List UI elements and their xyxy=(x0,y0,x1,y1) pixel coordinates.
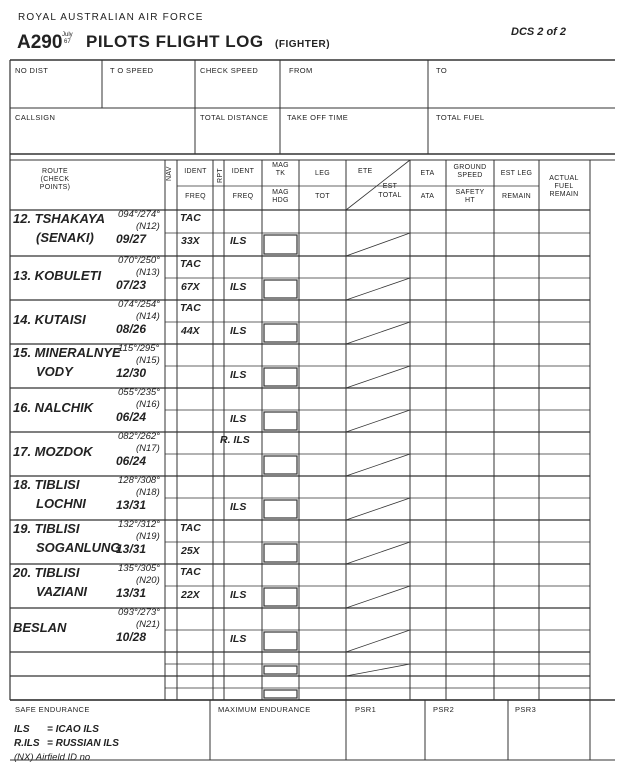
nav-channel: 67X xyxy=(181,281,200,293)
checkpoint-courses: 132°/312° xyxy=(118,519,160,530)
ete-row-diagonal xyxy=(346,322,410,344)
checkpoint-courses: 093°/273° xyxy=(118,607,160,618)
mag-hdg-box xyxy=(264,456,297,474)
checkpoint-name: BESLAN xyxy=(13,620,67,635)
checkpoint-courses: 135°/305° xyxy=(118,563,160,574)
actual-fuel-remain-header: ACTUAL FUEL REMAIN xyxy=(549,175,579,198)
route-header: ROUTE (CHECK POINTS) xyxy=(39,168,71,191)
maximum-endurance-label: MAXIMUM ENDURANCE xyxy=(218,705,311,714)
organization-name: ROYAL AUSTRALIAN AIR FORCE xyxy=(18,12,204,23)
checkpoint-courses: 115°/295° xyxy=(118,343,160,354)
landing-aid: ILS xyxy=(230,369,247,381)
mag-hdg-box xyxy=(264,544,297,562)
nav-header: NAV xyxy=(166,166,173,181)
checkpoint-airfield-id: (N20) xyxy=(136,575,160,586)
to-speed-label: T O SPEED xyxy=(110,66,154,75)
checkpoint-name: 18. TIBLISI xyxy=(13,477,80,492)
mag-hdg-box xyxy=(264,280,297,298)
psr1-label: PSR1 xyxy=(355,705,377,714)
nav-channel: 33X xyxy=(181,235,200,247)
footnote: (NX) Airfield ID no xyxy=(14,752,91,763)
checkpoint-airfield-id: (N18) xyxy=(136,487,160,498)
nav-type: TAC xyxy=(180,258,201,270)
ete-row-diagonal xyxy=(346,498,410,520)
ete-row-diagonal xyxy=(346,664,410,676)
checkpoint-runway: 12/30 xyxy=(116,366,147,380)
ete-header: ETE xyxy=(358,168,373,175)
checkpoint-courses: 082°/262° xyxy=(118,431,160,442)
ete-row-diagonal xyxy=(346,454,410,476)
checkpoint-name: 16. NALCHIK xyxy=(13,400,94,415)
nav-channel: 22X xyxy=(181,589,200,601)
ete-row-diagonal xyxy=(346,233,410,256)
checkpoint-name-line2: LOCHNI xyxy=(36,496,86,511)
checkpoint-airfield-id: (N17) xyxy=(136,443,160,454)
checkpoint-name-line2: SOGANLUNG xyxy=(36,540,121,555)
nav-type: TAC xyxy=(180,566,201,578)
checkpoint-runway: 13/31 xyxy=(116,586,147,600)
total-distance-label: TOTAL DISTANCE xyxy=(200,113,269,122)
landing-aid: ILS xyxy=(230,589,247,601)
checkpoint-airfield-id: (N19) xyxy=(136,531,160,542)
total-fuel-label: TOTAL FUEL xyxy=(436,113,485,122)
safe-endurance-label: SAFE ENDURANCE xyxy=(15,705,90,714)
nav-channel: 44X xyxy=(181,325,200,337)
landing-aid: ILS xyxy=(230,501,247,513)
mag-hdg-box xyxy=(264,412,297,430)
mag-hdg-box xyxy=(264,588,297,606)
checkpoint-name: 13. KOBULETI xyxy=(13,268,102,283)
page-marker: DCS 2 of 2 xyxy=(511,26,567,38)
form-date-year: 67 xyxy=(63,39,71,45)
checkpoint-name-line2: VODY xyxy=(36,364,73,379)
checkpoint-airfield-id: (N16) xyxy=(136,399,160,410)
ident-header: IDENT xyxy=(184,168,207,175)
nav-channel: 25X xyxy=(181,545,200,557)
checkpoint-airfield-id: (N21) xyxy=(136,619,160,630)
checkpoint-runway: 07/23 xyxy=(116,278,147,292)
mag-hdg-box xyxy=(264,690,297,698)
checkpoint-runway: 06/24 xyxy=(116,454,147,468)
mag-hdg-box xyxy=(264,632,297,650)
form-date-month: July xyxy=(62,32,73,38)
legend-rils-key: R.ILS xyxy=(14,738,40,749)
checkpoint-airfield-id: (N13) xyxy=(136,267,160,278)
from-label: FROM xyxy=(289,66,313,75)
psr3-label: PSR3 xyxy=(515,705,537,714)
tot-header: TOT xyxy=(315,193,330,200)
ete-row-diagonal xyxy=(346,586,410,608)
eta-header: ETA xyxy=(420,170,435,177)
legend-rils-value: = RUSSIAN ILS xyxy=(47,738,119,749)
checkpoint-name: 19. TIBLISI xyxy=(13,521,80,536)
nav-type: TAC xyxy=(180,212,201,224)
checkpoint-name: 17. MOZDOK xyxy=(13,444,93,459)
no-dist-label: NO DIST xyxy=(15,66,49,75)
psr2-label: PSR2 xyxy=(433,705,455,714)
checkpoint-airfield-id: (N15) xyxy=(136,355,160,366)
est-total-header: EST TOTAL xyxy=(378,183,402,199)
check-speed-label: CHECK SPEED xyxy=(200,66,259,75)
freq-header: FREQ xyxy=(185,193,206,200)
landing-aid: ILS xyxy=(230,235,247,247)
checkpoint-runway: 06/24 xyxy=(116,410,147,424)
mag-hdg-box xyxy=(264,324,297,342)
form-number: A290 xyxy=(17,32,63,53)
ete-row-diagonal xyxy=(346,542,410,564)
checkpoint-runway: 13/31 xyxy=(116,542,147,556)
landing-aid: ILS xyxy=(230,281,247,293)
est-leg-header: EST LEG xyxy=(500,170,533,177)
to-label: TO xyxy=(436,66,448,75)
checkpoint-runway: 09/27 xyxy=(116,232,147,246)
ete-row-diagonal xyxy=(346,278,410,300)
checkpoint-name: 20. TIBLISI xyxy=(13,565,80,580)
checkpoint-runway: 10/28 xyxy=(116,630,147,644)
checkpoint-name: 15. MINERALNYE xyxy=(13,345,121,360)
checkpoint-runway: 13/31 xyxy=(116,498,147,512)
take-off-time-label: TAKE OFF TIME xyxy=(287,113,349,122)
form-subtitle: (FIGHTER) xyxy=(275,39,331,50)
mag-hdg-box xyxy=(264,235,297,254)
callsign-label: CALLSIGN xyxy=(15,113,56,122)
checkpoint-courses: 070°/250° xyxy=(118,255,160,266)
checkpoint-courses: 128°/308° xyxy=(118,475,160,486)
rpt-header: RPT xyxy=(217,168,224,183)
form-title: PILOTS FLIGHT LOG xyxy=(86,32,264,51)
landing-aid: ILS xyxy=(230,413,247,425)
checkpoint-name-line2: (SENAKI) xyxy=(36,230,94,245)
checkpoint-airfield-id: (N14) xyxy=(136,311,160,322)
checkpoint-name: 14. KUTAISI xyxy=(13,312,86,327)
checkpoint-runway: 08/26 xyxy=(116,322,147,336)
rpt-ident: R. ILS xyxy=(220,434,250,446)
checkpoint-name-line2: VAZIANI xyxy=(36,584,88,599)
mag-hdg-box xyxy=(264,368,297,386)
remain-header: REMAIN xyxy=(501,193,532,200)
landing-aid: ILS xyxy=(230,633,247,645)
leg-header: LEG xyxy=(315,170,330,177)
checkpoint-courses: 074°/254° xyxy=(118,299,160,310)
nav-type: TAC xyxy=(180,302,201,314)
legend-ils-value: = ICAO ILS xyxy=(47,724,99,735)
ete-row-diagonal xyxy=(346,410,410,432)
checkpoint-name: 12. TSHAKAYA xyxy=(13,211,105,226)
mag-hdg-box xyxy=(264,666,297,674)
mag-hdg-header: MAG HDG xyxy=(272,189,289,204)
freq2-header: FREQ xyxy=(232,193,254,200)
checkpoint-courses: 094°/274° xyxy=(118,209,160,220)
ata-header: ATA xyxy=(420,193,435,200)
ete-row-diagonal xyxy=(346,366,410,388)
ground-speed-header: GROUND SPEED xyxy=(453,164,487,179)
mag-hdg-box xyxy=(264,500,297,518)
checkpoint-courses: 055°/235° xyxy=(118,387,160,398)
nav-type: TAC xyxy=(180,522,201,534)
mag-tk-header: MAG TK xyxy=(272,162,289,177)
safety-ht-header: SAFETY HT xyxy=(455,189,485,204)
checkpoint-airfield-id: (N12) xyxy=(136,221,160,232)
landing-aid: ILS xyxy=(230,325,247,337)
legend-ils-key: ILS xyxy=(14,724,30,735)
ident2-header: IDENT xyxy=(231,168,255,175)
ete-row-diagonal xyxy=(346,630,410,652)
